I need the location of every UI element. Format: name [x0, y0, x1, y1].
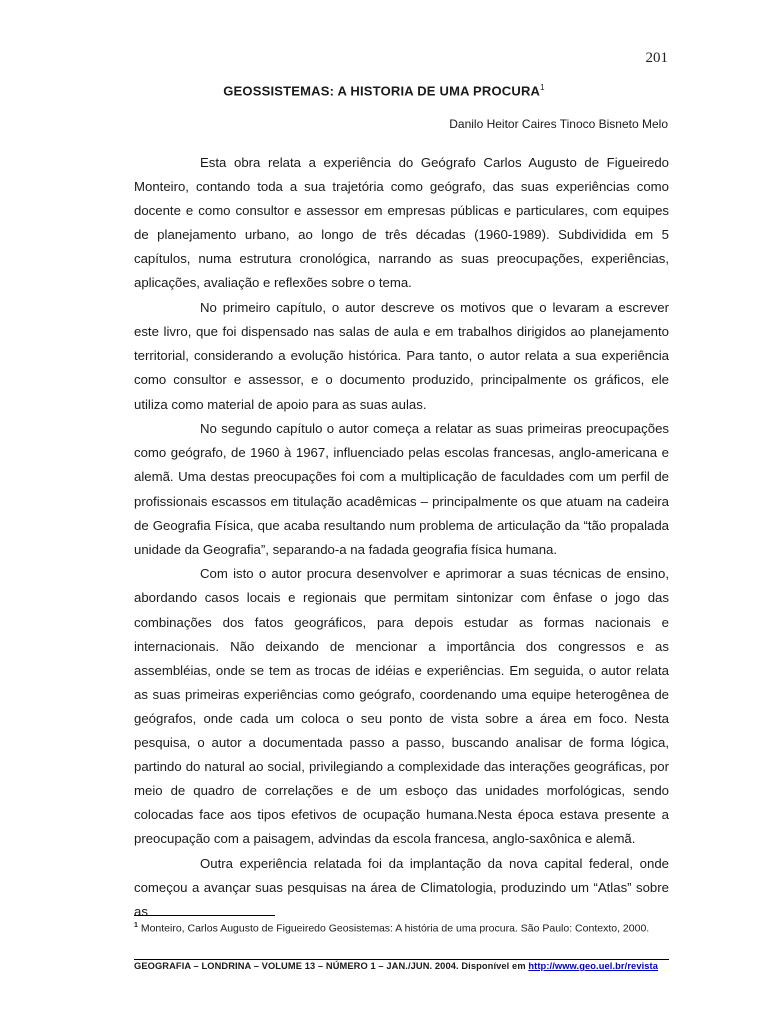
footnote-divider: [134, 915, 275, 916]
page-number: 201: [645, 50, 668, 66]
footer-divider: [134, 959, 669, 960]
title-footnote-mark[interactable]: 1: [540, 83, 545, 92]
footnote: [134, 922, 694, 935]
footnote-mark: 1: [134, 922, 138, 929]
author-name: Danilo Heitor Caires Tinoco Bisneto Melo: [449, 117, 668, 131]
article-title-text: GEOSSISTEMAS: A HISTORIA DE UMA PROCURA: [223, 83, 541, 99]
paragraph: Esta obra relata a experiência do Geógrafo Carlos Augusto de Figueiredo Monteiro, contando toda a sua trajetória como geógrafo, das suas experiências como docente e como consultor e assessor em empresas públicas e particulares, com equipes de planejamento urbano, ao longo de três décadas (1960-1989). Subdividida em 5 capítulos, numa estrutura cronológica, narrando as suas preocupações, experiências, aplicações, avaliação e reflexões sobre o tema.: [134, 155, 669, 291]
paragraph: No primeiro capítulo, o autor descreve os motivos que o levaram a escrever este livro, que foi dispensado nas salas de aula e em trabalhos dirigidos ao planejamento territorial, considerando a evolução histórica. Para tanto, o autor relata a sua experiência como consultor e assessor, e o documento produzido, principalmente os gráficos, ele utiliza como material de apoio para as suas aulas.: [134, 300, 669, 412]
journal-footer: [134, 961, 694, 971]
article-body: [134, 151, 669, 925]
journal-link[interactable]: http://www.geo.uel.br/revista: [528, 961, 659, 971]
paragraph: Outra experiência relatada foi da implantação da nova capital federal, onde começou a avançar suas pesquisas na área de Climatologia, produzindo um “Atlas” sobre as: [134, 856, 669, 920]
footnote-text: Monteiro, Carlos Augusto de Figueiredo Geosistemas: A história de uma procura. São Paulo: Contexto, 2000.: [137, 922, 650, 935]
paragraph: Com isto o autor procura desenvolver e aprimorar a suas técnicas de ensino, abordando casos locais e regionais que permitam sintonizar com ênfase o jogo das combinações dos fatos geográficos, para depois estudar as formas nacionais e internacionais. Não deixando de mencionar a importância dos congressos e as assembléias, onde se tem as trocas de idéias e experiências. Em seguida, o autor relata as suas primeiras experiências como geógrafo, coordenando uma equipe heterogênea de geógrafos, onde cada um coloca o seu ponto de vista sobre a área em foco. Nesta pesquisa, o autor a documentada passo a passo, buscando analisar de forma lógica, partindo do natural ao social, privilegiando a complexidade das interações geográficas, por meio de quadro de correlações e de um esboço das unidades morfológicas, sendo colocadas face aos tipos efetivos de ocupação humana.Nesta época estava presente a preocupação com a paisagem, advindas da escola francesa, anglo-saxônica e alemã.: [134, 566, 669, 847]
footer-citation: GEOGRAFIA – LONDRINA – VOLUME 13 – NÚMERO 1 – JAN./JUN. 2004. Disponível em: [134, 961, 529, 971]
article-title: [0, 83, 768, 98]
paragraph: No segundo capítulo o autor começa a relatar as suas primeiras preocupações como geógrafo, de 1960 à 1967, influenciado pelas escolas francesas, anglo-americana e alemã. Uma destas preocupações foi com a multiplicação de faculdades com um perfil de profissionais escassos em titulação acadêmicas – principalmente os que atuam na cadeira de Geografia Física, que acaba resultando num problema de articulação da “tão propalada unidade da Geografia”, separando-a na fadada geografia física humana.: [134, 421, 669, 557]
